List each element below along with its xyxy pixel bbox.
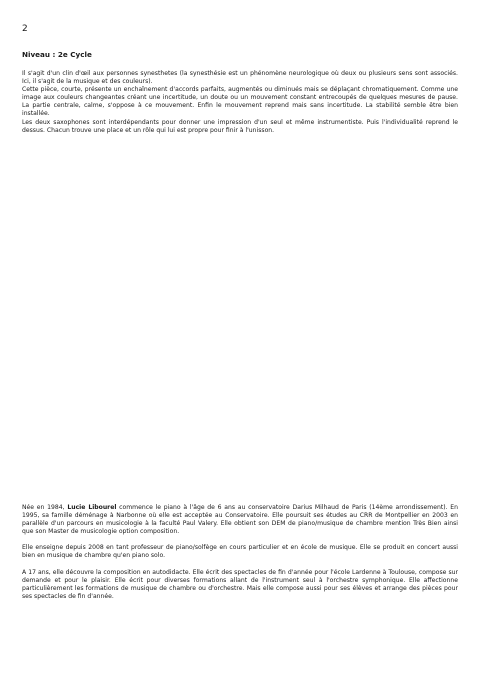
piece-description <box>22 70 458 135</box>
biography-paragraph-teaching: Elle enseigne depuis 2008 en tant professeur de piano/solfège en cours particulier et en école de musique. Elle se produit en concert aussi bien en musique de chambre qu'en piano solo. <box>22 544 458 560</box>
description-paragraph-synesthesia: Il s'agit d'un clin d'œil aux personnes synesthetes (la synesthésie est un phénomène neurologique où deux ou plusieurs sens sont associés. Ici, il s'agit de la musique et des couleurs). <box>22 70 458 86</box>
description-paragraph-saxophones: Les deux saxophones sont interdépendants pour donner une impression d'un seul et même instrumentiste. Puis l'individualité reprend le dessus. Chacun trouve une place et un rôle qui lui est propre pour finir à l'unisson. <box>22 118 458 134</box>
composer-biography <box>22 504 458 601</box>
page-number: 2 <box>22 24 28 34</box>
description-paragraph-structure: Cette pièce, courte, présente un enchaînement d'accords parfaits, augmentés ou diminués mais se déplaçant chromatiquement. Comme une image aux couleurs changeantes créant une incertitude, un doute ou un mouvement constant entrecoupés de quelques mesures de pause. La partie centrale, calme, s'oppose à ce mouvement. Enfin le mouvement reprend mais sans incertitude. La stabilité semble être bien installée. <box>22 86 458 118</box>
biography-intro: Née en 1984, <box>22 504 68 511</box>
biography-education-text: commence le piano à l'âge de 6 ans au conservatoire Darius Milhaud de Paris (14ème arrondissement). En 1995, sa famille déménage à Narbonne où elle est acceptée au Conservatoire. Elle poursuit ses études au CRR de Montpellier en 2003 en parallèle d'un parcours en musicologie à la faculté Paul Valery. Elle obtient son DEM de piano/musique de chambre mention Très Bien ainsi que son Master de musicologie option composition. <box>22 504 458 536</box>
composer-name: Lucie Libourel <box>67 504 117 511</box>
level-heading: Niveau : 2e Cycle <box>22 50 92 59</box>
biography-paragraph-education <box>22 504 458 536</box>
biography-paragraph-composition: A 17 ans, elle découvre la composition en autodidacte. Elle écrit des spectacles de fin d'année pour l'école Lardenne à Toulouse, compose sur demande et pour le plaisir. Elle écrit pour diverses formations allant de l'instrument seul à l'orchestre symphonique. Elle affectionne particulièrement les formations de musique de chambre ou d'orchestre. Mais elle compose aussi pour ses élèves et arrange des pièces pour ses spectacles de fin d'année. <box>22 568 458 600</box>
